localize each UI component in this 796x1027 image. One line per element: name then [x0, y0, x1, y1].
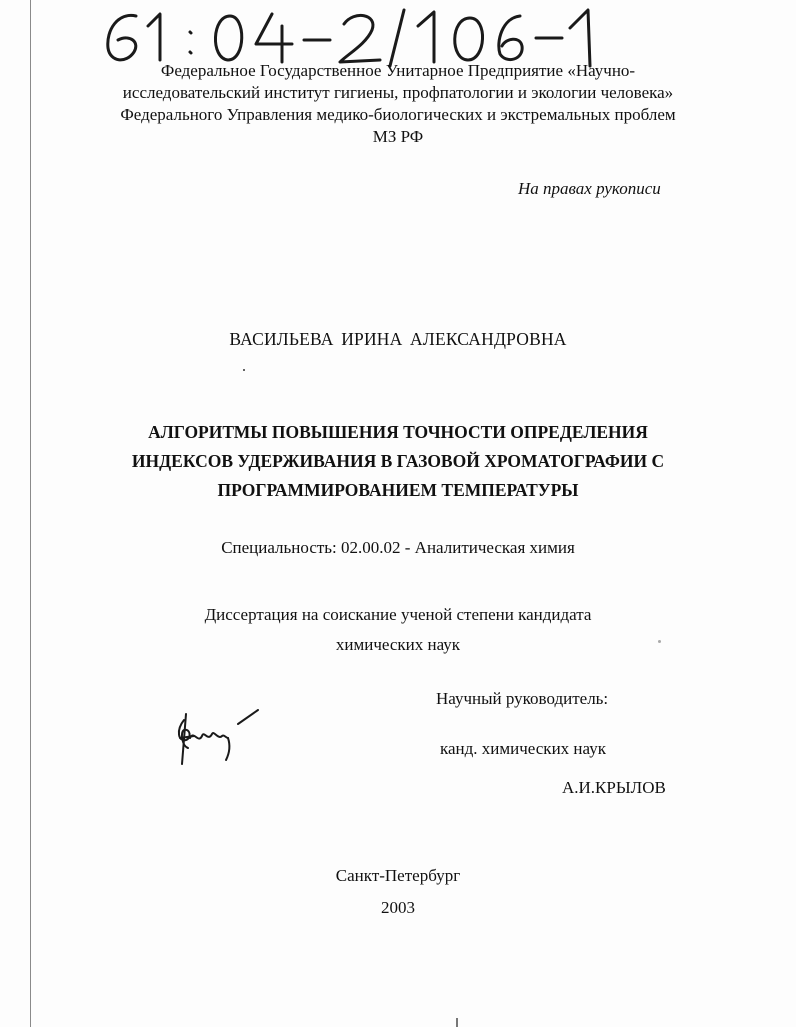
degree-line: Диссертация на соискание ученой степени кандидата [204, 605, 592, 624]
dissertation-title [0, 418, 796, 505]
supervisor-name: А.И.КРЫЛОВ [562, 778, 666, 797]
title-line: ПРОГРАММИРОВАНИЕМ ТЕМПЕРАТУРЫ [217, 480, 579, 500]
organization-line: Федеральное Государственное Унитарное Предприятие «Научно- [160, 61, 636, 80]
organization-line: МЗ РФ [372, 127, 424, 146]
handwritten-signature [172, 708, 264, 768]
organization-line: исследовательский институт гигиены, профпатологии и экологии человека» [122, 83, 674, 102]
scan-mark [456, 1018, 458, 1027]
author-name: ВАСИЛЬЕВА ИРИНА АЛЕКСАНДРОВНА [229, 329, 567, 349]
title-line: АЛГОРИТМЫ ПОВЫШЕНИЯ ТОЧНОСТИ ОПРЕДЕЛЕНИЯ [148, 422, 648, 442]
manuscript-rights-note: На правах рукописи [518, 179, 661, 198]
supervisor-label: Научный руководитель: [436, 689, 609, 708]
supervisor-degree: канд. химических наук [440, 739, 606, 758]
scan-speck [658, 640, 661, 643]
degree-line: химических наук [335, 635, 461, 654]
archive-code-text [102, 2, 109, 3]
degree-statement [0, 600, 796, 660]
year: 2003 [381, 898, 415, 917]
scan-speck [243, 369, 245, 371]
title-line: ИНДЕКСОВ УДЕРЖИВАНИЯ В ГАЗОВОЙ ХРОМАТОГРАФИИ С [131, 451, 665, 471]
organization-line: Федерального Управления медико-биологических и экстремальных проблем [120, 105, 676, 124]
city: Санкт-Петербург [335, 866, 461, 885]
organization-header [0, 60, 796, 148]
specialty-line: Специальность: 02.00.02 - Аналитическая химия [221, 538, 575, 557]
